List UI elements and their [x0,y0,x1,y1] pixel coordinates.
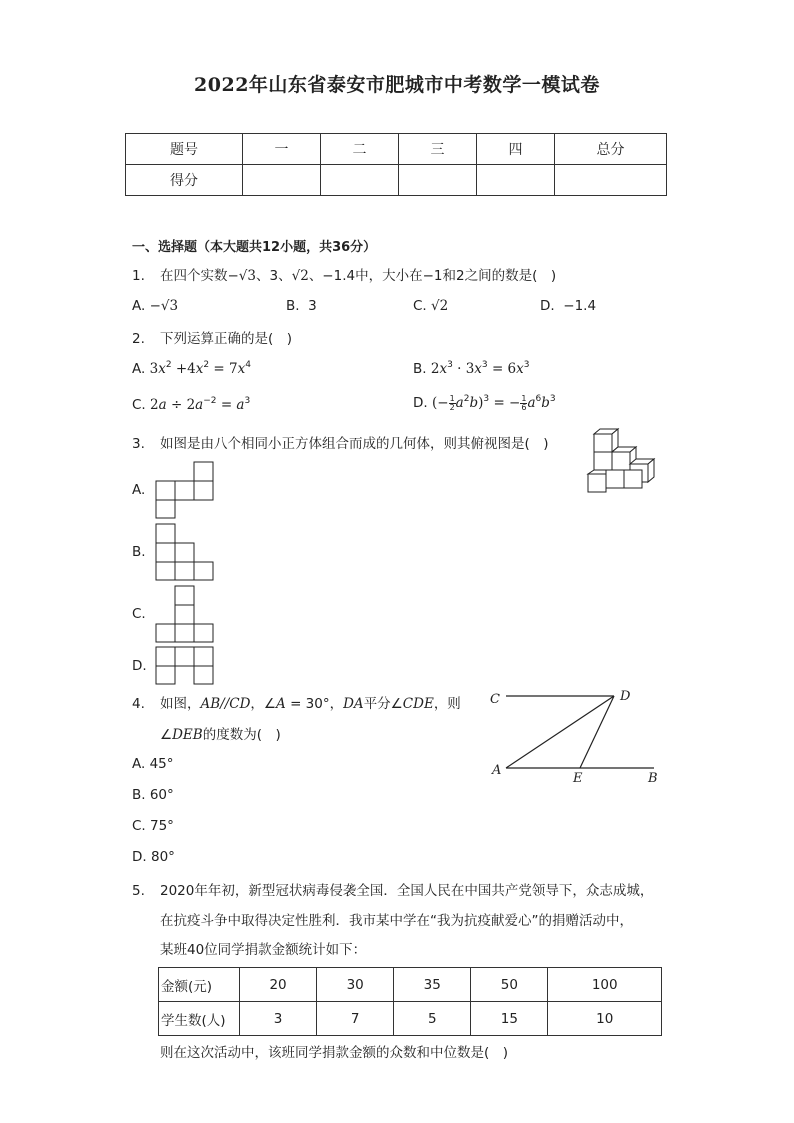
table-cell: 3 [240,1002,317,1036]
score-row-label: 得分 [126,165,243,196]
question-4-text: 如图，AB//CD，∠A = 30°，DA平分∠CDE，则 [160,696,461,712]
q1-text-a: 在四个实数 [160,268,228,284]
q3-option-a-label[interactable]: A. [132,482,146,498]
question-number: 1. [132,268,145,284]
section-heading: 一、选择题（本大题共12小题，共36分） [132,240,377,255]
segment-ad [506,696,614,768]
q3-option-d-label[interactable]: D. [132,658,147,674]
question-3-text: 如图是由八个相同小正方体组合而成的几何体，则其俯视图是( ) [160,436,549,452]
question-5-line3: 某班40位同学捐款金额统计如下： [160,942,367,958]
question-number: 2. [132,331,145,347]
table-row-label: 金额(元) [159,968,240,1002]
q4-option-c[interactable]: C. 75° [132,818,174,834]
score-input-cell[interactable] [321,165,399,196]
page-title: 2022年山东省泰安市肥城市中考数学一模试卷 [194,74,600,96]
question-number: 4. [132,696,145,712]
score-input-cell[interactable] [399,165,477,196]
question-5-footer: 则在这次活动中，该班同学捐款金额的众数和中位数是( ) [160,1045,509,1061]
point-label-a: A [492,763,502,778]
q3-option-c-label[interactable]: C. [132,606,146,622]
score-header-cell: 一 [243,134,321,165]
score-header-cell: 二 [321,134,399,165]
score-header-cell: 总分 [555,134,667,165]
q1-option-d[interactable]: D. −1.4 [540,298,597,314]
question-5-line1: 2020年年初，新型冠状病毒侵袭全国．全国人民在中国共产党领导下，众志成城， [160,883,654,899]
score-input-cell[interactable] [555,165,667,196]
question-4-text-line2: ∠DEB的度数为( ) [160,727,281,743]
q1-option-c[interactable]: C. √2 [413,298,449,314]
table-cell: 30 [317,968,394,1002]
table-cell: 7 [317,1002,394,1036]
score-input-cell[interactable] [243,165,321,196]
q1-text-c: 、−1.4中，大小在−1和2之间的数是( ) [308,268,557,284]
point-label-d: D [620,689,631,704]
score-table-row [126,165,667,196]
donation-table [158,967,662,1036]
q1-text-b: 、3、 [256,268,292,284]
score-table-header-row [126,134,667,165]
question-number: 3. [132,436,145,452]
table-cell: 20 [240,968,317,1002]
table-cell: 5 [394,1002,471,1036]
table-row [159,968,662,1002]
cube-stack-figure [586,428,662,494]
score-input-cell[interactable] [477,165,555,196]
q1-option-b[interactable]: B. 3 [286,298,317,314]
table-cell: 10 [548,1002,662,1036]
q4-option-a[interactable]: A. 45° [132,756,174,772]
q3-option-b-figure[interactable] [156,523,216,581]
q3-option-c-figure[interactable] [156,585,216,643]
point-label-b: B [648,771,658,786]
table-cell: 35 [394,968,471,1002]
question-5-line2: 在抗疫斗争中取得决定性胜利．我市某中学在“我为抗疫献爱心”的捐赠活动中， [160,913,633,929]
q3-option-d-figure[interactable] [156,646,216,686]
table-row [159,1002,662,1036]
question-number: 5. [132,883,145,899]
point-label-e: E [573,771,583,786]
score-table [125,133,667,196]
q1-option-a[interactable]: A. −√3 [132,298,179,314]
score-header-cell: 三 [399,134,477,165]
q2-option-c[interactable]: C. $2a \div 2a^{-2} = a^3$ [132,396,251,413]
score-header-cell: 四 [477,134,555,165]
q4-option-d[interactable]: D. 80° [132,849,175,865]
q2-option-d[interactable]: D. (− $\frac{1}{2}$ $a^2b)^3$ = − $\frac{1}{6}$ $a^6b^3$ [413,393,556,412]
question-1-text: 在四个实数−√3、3、√2、−1.4中，大小在−1和2之间的数是( ) [160,268,557,284]
table-cell: 15 [471,1002,548,1036]
q3-option-b-label[interactable]: B. [132,544,146,560]
table-cell: 100 [548,968,662,1002]
q2-option-a[interactable]: A. $3x^2 +4x^2 = 7x^4$ [132,360,251,377]
parallel-lines-figure [486,686,666,786]
table-row-label: 学生数(人) [159,1002,240,1036]
q3-option-a-figure[interactable] [156,461,216,519]
q4-option-b[interactable]: B. 60° [132,787,174,803]
q2-option-b[interactable]: B. $2x^3 \cdot 3x^3 = 6x^3$ [413,360,530,377]
score-header-cell: 题号 [126,134,243,165]
table-cell: 50 [471,968,548,1002]
point-label-c: C [490,692,500,707]
question-2-text: 下列运算正确的是( ) [160,331,293,347]
